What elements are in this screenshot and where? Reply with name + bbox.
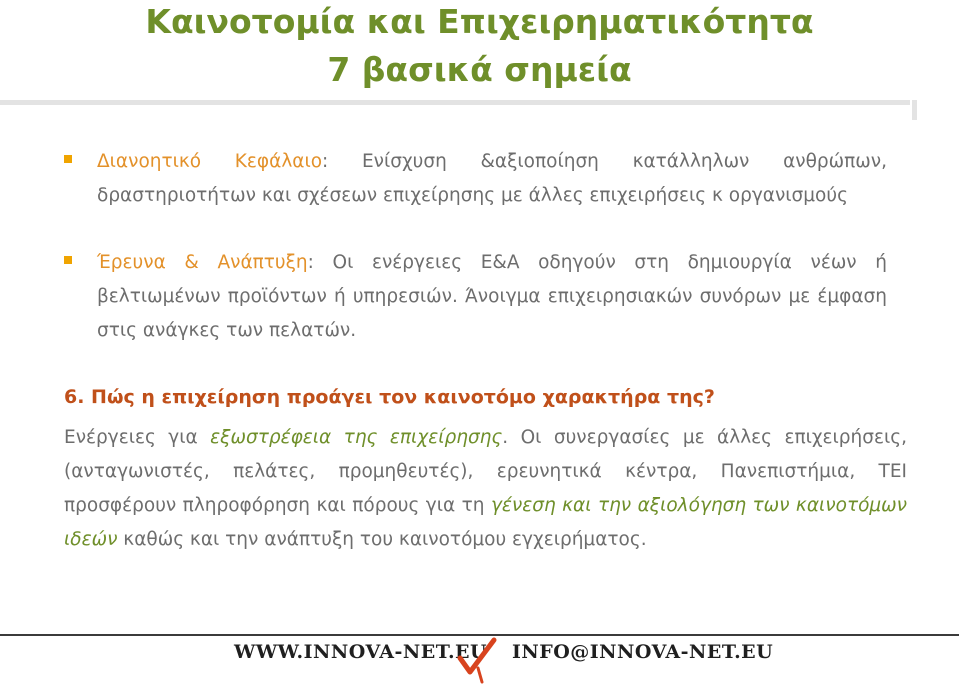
bullet-item-research-development [97, 246, 887, 348]
emphasis-text: γένεση και την αξιολόγηση των καινοτόμων ιδεών [64, 495, 907, 550]
bullet-marker [64, 155, 72, 163]
slide-title-line2: 7 βασικά σημεία [327, 50, 632, 89]
emphasis-text: εξωστρέφεια της επιχείρησης [210, 427, 503, 448]
bullet-term: Διανοητικό Κεφάλαιο [97, 151, 323, 172]
footer-website-link[interactable]: WWW.INNOVA-NET.EU [234, 641, 488, 663]
paragraph-text: καθώς και την ανάπτυξη του καινοτόμου εγχειρήματος. [117, 529, 647, 550]
bullet-text: : Ενίσχυση &αξιοποίηση κατάλληλων ανθρώπων, δραστηριοτήτων και σχέσεων επιχείρησης με άλλες επιχειρήσεις κ οργανισμούς [97, 151, 887, 206]
paragraph-text: Ενέργειες για [64, 427, 211, 448]
footer-email-link[interactable]: INFO@INNOVA-NET.EU [512, 641, 774, 663]
check-arrow-icon [456, 634, 500, 684]
title-divider-corner [912, 100, 917, 120]
bullet-term: Έρευνα & Ανάπτυξη [97, 252, 308, 273]
slide-title-line1: Καινοτομία και Επιχειρηματικότητα [145, 2, 814, 41]
bullet-item-intellectual-capital [97, 145, 887, 213]
paragraph-text: . Οι συνεργασίες με άλλες επιχειρήσεις, (ανταγωνιστές, πελάτες, προμηθευτές), ερευνητικά κέντρα, Πανεπιστήμια, ΤΕΙ προσφέρουν πληροφόρηση και πόρους για τη [64, 427, 907, 516]
section-heading: 6. Πώς η επιχείρηση προάγει τον καινοτόμο χαρακτήρα της? [64, 386, 715, 408]
bullet-text: : Οι ενέργειες Ε&Α οδηγούν στη δημιουργία νέων ή βελτιωμένων προϊόντων ή υπηρεσιών. Άνοιγμα επιχειρησιακών συνόρων με έμφαση στις ανάγκες των πελατών. [97, 252, 887, 341]
bullet-marker [64, 256, 72, 264]
section-paragraph [64, 421, 907, 557]
title-divider [0, 100, 910, 105]
